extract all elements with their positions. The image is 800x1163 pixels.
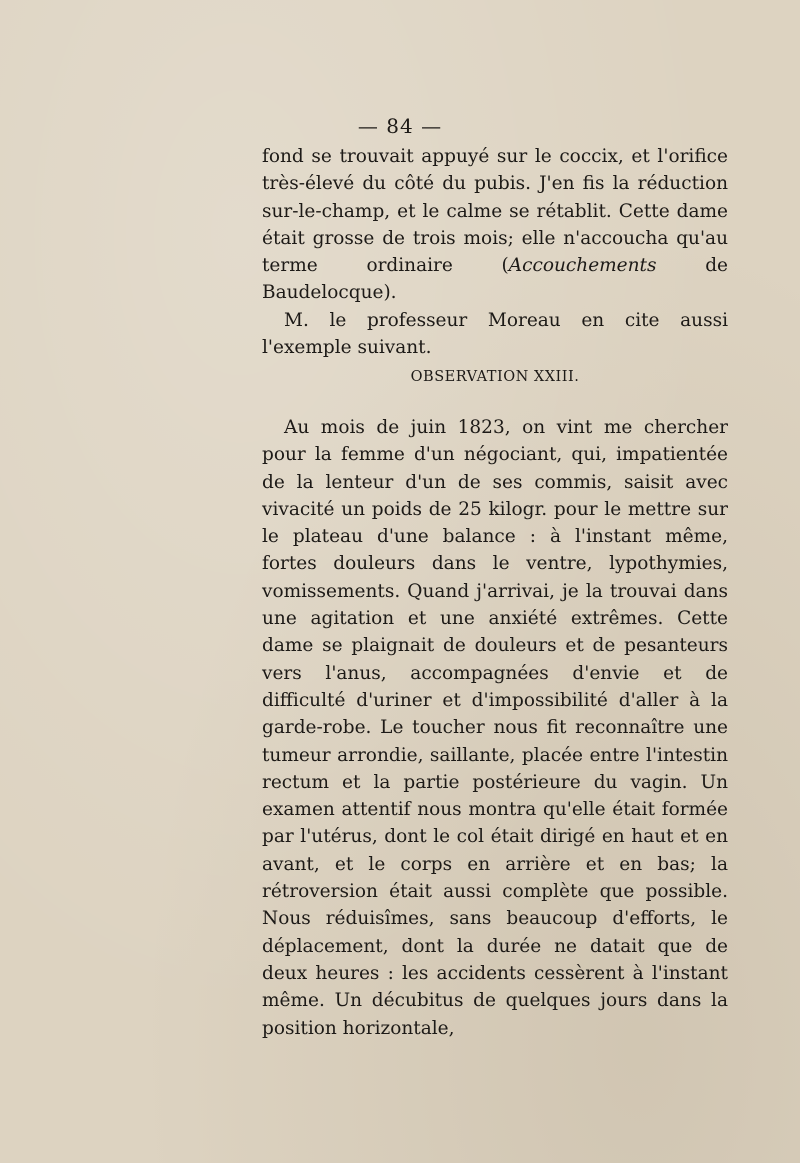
paragraph-moreau: M. le professeur Moreau en cite aussi l'exemple suivant. bbox=[262, 309, 728, 359]
paragraph-observation: Au mois de juin 1823, on vint me chercher pour la femme d'un négociant, qui, impatientée de la lenteur d'un de ses commis, saisit avec vivacité un poids de 25 kilogr. pour le mettre sur le plateau d'une balance : à l'instant même, fortes douleurs dans le ventre, lypothymies, vomissements. Quand j'arrivai, je la trouvai dans une agitation et une anxiété extrêmes. Cette dame se plaignait de douleurs et de pesanteurs vers l'anus, accompagnées d'envie et de difficulté d'uriner et d'impossibilité d'aller à la garde-robe. Le toucher nous fit reconnaître une tumeur arrondie, saillante, placée entre l'intestin rectum et la partie postérieure du vagin. Un examen attentif nous montra qu'elle était formée par l'utérus, dont le col était dirigé en haut et en avant, et le corps en arrière et en bas; la rétroversion était aussi complète que possible. Nous réduisîmes, sans beaucoup d'efforts, le déplacement, dont la durée ne datait que de deux heures : les accidents cessèrent à l'instant même. Un décubitus de quelques jours dans la position horizontale, bbox=[262, 417, 728, 1039]
page-number: — 84 — bbox=[357, 114, 443, 138]
paragraph-1-text: fond se trouvait appuyé sur le coccix, et l'orifice très-élevé du côté du pubis. J'en fis la réduction sur-le-champ, et le calme se rétablit. Cette dame était grosse de trois mois; elle n'accoucha qu'au terme ordinaire ( bbox=[262, 146, 728, 277]
paragraph-continuation bbox=[262, 143, 728, 307]
italic-book-title: Accouchements bbox=[508, 255, 657, 277]
observation-heading: OBSERVATION XXIII. bbox=[410, 369, 580, 385]
observation-text-block bbox=[262, 414, 728, 1042]
paragraph-1-end: de Baudelocque). bbox=[262, 255, 728, 304]
top-text-block bbox=[262, 143, 728, 361]
